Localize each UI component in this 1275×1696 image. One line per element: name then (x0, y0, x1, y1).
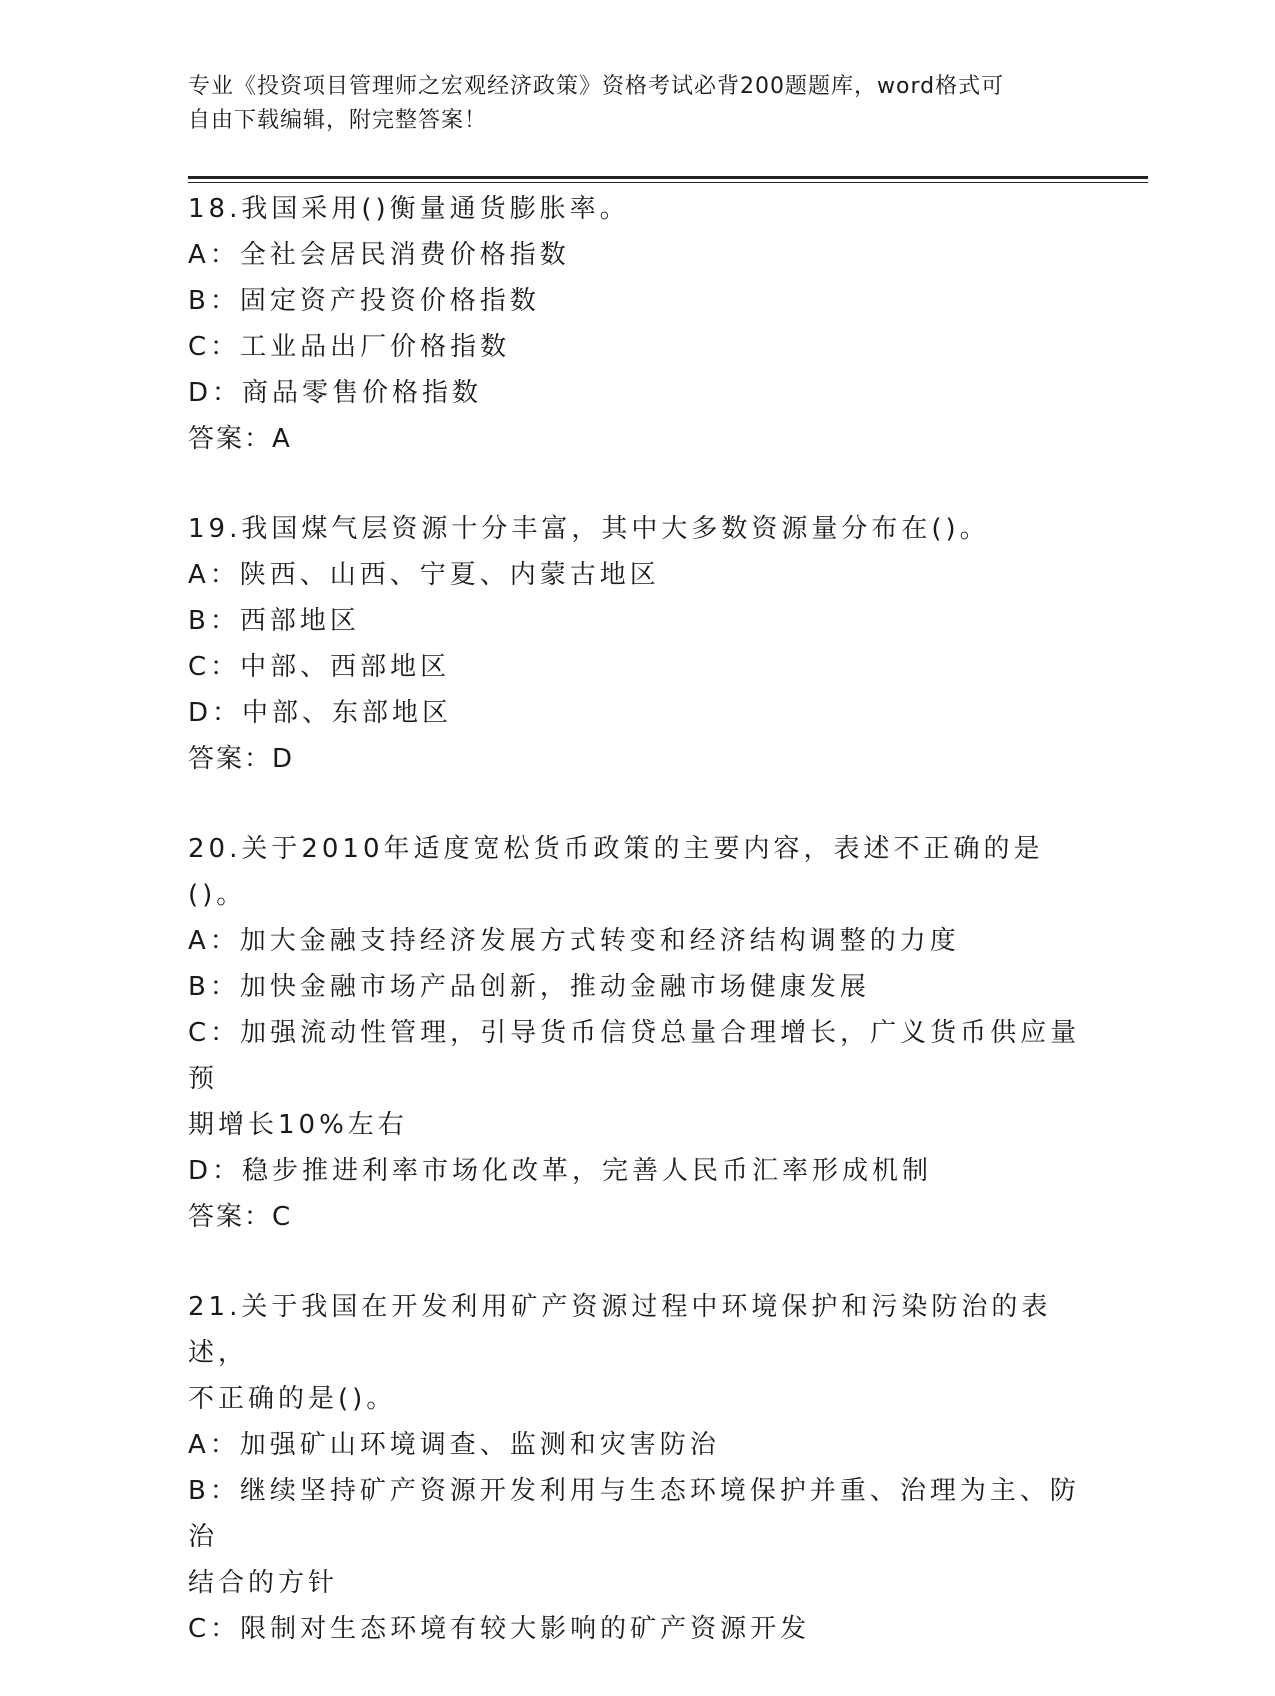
option-a: A：加强矿山环境调查、监测和灾害防治 (188, 1430, 720, 1460)
header-divider-thin (188, 182, 1148, 183)
option-a: A：陕西、山西、宁夏、内蒙古地区 (188, 560, 660, 590)
option-a: A：加大金融支持经济发展方式转变和经济结构调整的力度 (188, 926, 960, 956)
question-stem: 20.关于2010年适度宽松货币政策的主要内容，表述不正确的是()。 (188, 834, 1044, 910)
question-stem: 18.我国采用()衡量通货膨胀率。 (188, 194, 630, 224)
option-b: B：固定资产投资价格指数 (188, 286, 540, 316)
header-line-1: 专业《投资项目管理师之宏观经济政策》资格考试必背200题题库，word格式可 (188, 74, 1005, 99)
option-c: C：中部、西部地区 (188, 652, 451, 682)
option-b: B：西部地区 (188, 606, 360, 636)
question-stem: 21.关于我国在开发利用矿产资源过程中环境保护和污染防治的表述， (188, 1292, 1052, 1368)
answer: 答案：D (188, 744, 295, 774)
option-c: C：加强流动性管理，引导货币信贷总量合理增长，广义货币供应量预 (188, 1018, 1081, 1094)
header-divider-thick (188, 176, 1148, 179)
option-b-continued: 结合的方针 (188, 1568, 339, 1598)
question-21 (188, 1284, 1088, 1652)
header-line-2: 自由下载编辑，附完整答案！ (188, 108, 488, 133)
option-c-continued: 期增长10%左右 (188, 1110, 408, 1140)
question-stem-continued: 不正确的是()。 (188, 1384, 397, 1414)
answer: 答案：A (188, 424, 292, 454)
document-header (188, 70, 1068, 138)
option-c: C：限制对生态环境有较大影响的矿产资源开发 (188, 1614, 811, 1644)
option-b: B：继续坚持矿产资源开发利用与生态环境保护并重、治理为主、防治 (188, 1476, 1080, 1552)
question-list (188, 186, 1088, 1696)
question-20 (188, 826, 1088, 1240)
question-19 (188, 506, 1088, 782)
question-stem: 19.我国煤气层资源十分丰富，其中大多数资源量分布在()。 (188, 514, 990, 544)
question-18 (188, 186, 1088, 462)
option-a: A：全社会居民消费价格指数 (188, 240, 570, 270)
option-d: D：商品零售价格指数 (188, 378, 483, 408)
option-b: B：加快金融市场产品创新，推动金融市场健康发展 (188, 972, 870, 1002)
option-d: D：中部、东部地区 (188, 698, 453, 728)
option-c: C：工业品出厂价格指数 (188, 332, 511, 362)
option-d: D：稳步推进利率市场化改革，完善人民币汇率形成机制 (188, 1156, 933, 1186)
answer: 答案：C (188, 1202, 293, 1232)
